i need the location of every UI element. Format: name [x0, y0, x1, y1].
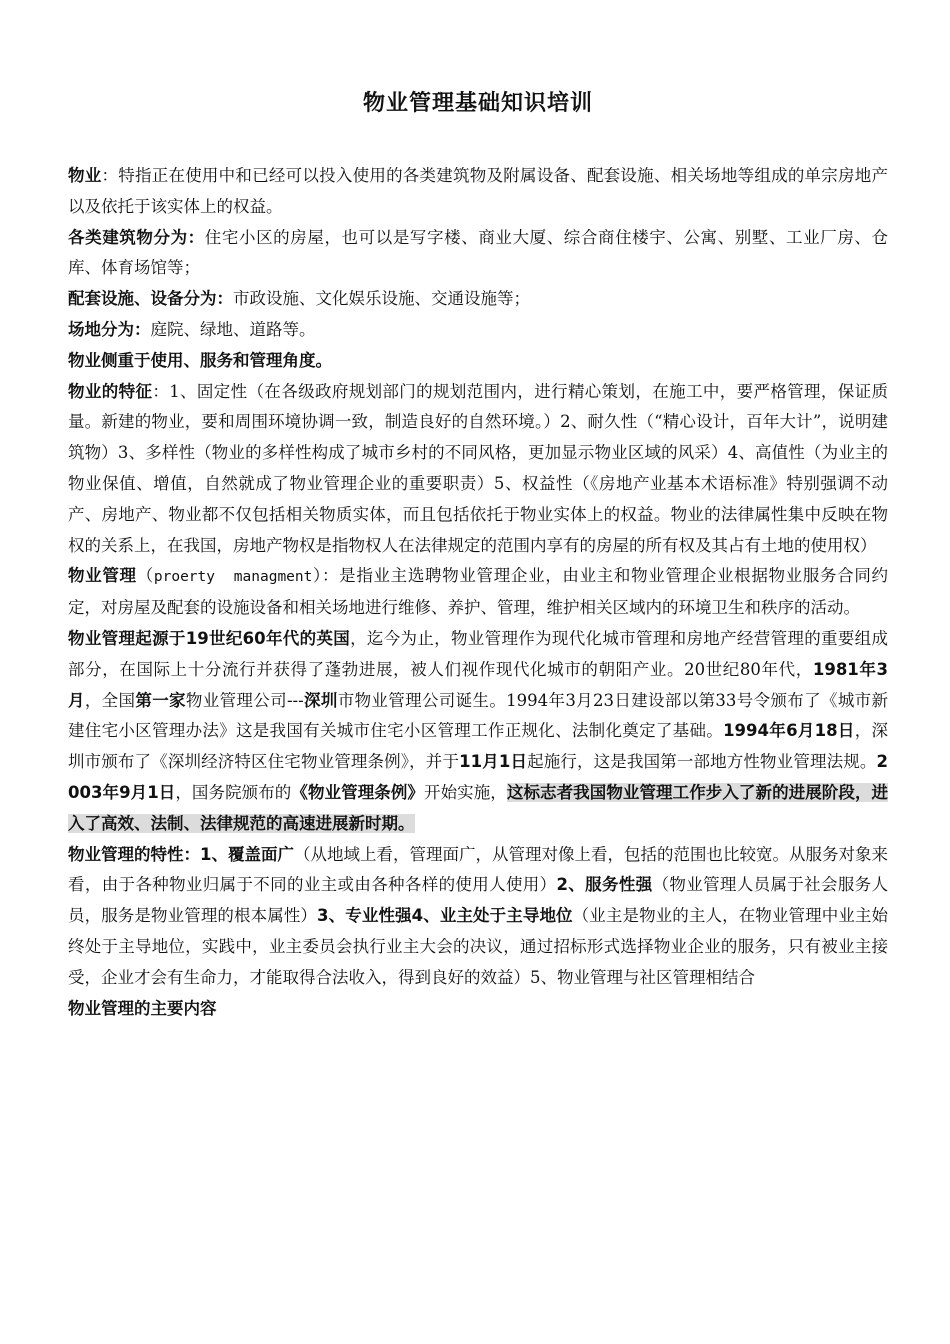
regulation-title: 《物业管理条例》	[291, 782, 424, 802]
characteristics-text: （物业管理人员属于社会服务人员，服务是物业管理的根本属性）	[68, 875, 889, 926]
characteristics-text: （业主是物业的主人，在物业管理中业主始终处于主导地位，实践中，业主委员会执行业主大会的决议，通过招标形式选择物业企业的服务，只有被业主接受，企业才会有生命力，才能取得合法收入，得到良好的效益）5、物业管理与社区管理相结合	[68, 906, 889, 987]
characteristic-item: 4、业主处于主导地位	[411, 906, 573, 926]
term-label: 配套设施、设备分为：	[68, 289, 233, 309]
history-origin: 物业管理起源于19世纪60年代的英国	[68, 628, 351, 648]
characteristics-text: （从地域上看，管理面广，从管理对像上看，包括的范围也比较宽。从服务对象来看，由于各种物业归属于不同的业主或由各种各样的使用人使用）	[68, 844, 889, 895]
paren-close: ）	[312, 566, 322, 586]
history-text: 市物业管理公司诞生。1994年3月23日建设部以第33号令颁布了《城市新建住宅小区管理办法》这是我国有关城市住宅小区管理工作正规化、法制化奠定了基础。	[68, 690, 889, 741]
paragraph-sites	[68, 315, 888, 346]
history-text: ，国务院颁布的	[175, 782, 292, 802]
history-date: 1994年6月18日	[723, 721, 855, 741]
features-text: ：1、固定性（在各级政府规划部门的规划范围内，进行精心策划，在施工中，要严格管理，保证质量。新建的物业，要和周围环境协调一致，制造良好的自然环境。）2、耐久性（“精心设计，百年大计”，说明建筑物）3、多样性（物业的多样性构成了城市乡村的不同风格，更加显示物业区域的风采）4、高值性（为业主的物业保值、增值，自然就成了物业管理企业的重要职责）5、权益性（《房地产业基本术语标准》特别强调不动产、房地产、物业都不仅包括相关物质实体，而且包括依托于物业实体上的权益。物业的法律属性集中反映在物权的关系上，在我国，房地产物权是指物权人在法律规定的范围内享有的房屋的所有权及其占有土地的使用权）	[68, 381, 889, 555]
term-label: 物业	[68, 166, 102, 185]
definition-text: 庭院、绿地、道路等。	[150, 319, 316, 339]
paren-open: （	[136, 566, 154, 586]
history-text: 开始实施，	[424, 782, 507, 802]
highlighted-conclusion: 这标志者我国物业管理工作步入了新的进展阶段，进入了高效、法制、法律规范的高速进展新时期。	[68, 782, 889, 833]
term-label: 场地分为：	[68, 319, 151, 339]
history-text: 起施行，这是我国第一部地方性物业管理法规。	[527, 752, 877, 772]
english-term: proerty managment	[153, 569, 313, 586]
paragraph-history	[68, 624, 888, 840]
definition-text: ：是指业主选聘物业管理企业，由业主和物业管理企业根据物业服务合同约定，对房屋及配套的设施设备和相关场地进行维修、养护、管理，维护相关区域内的环境卫生和秩序的活动。	[68, 566, 889, 618]
statement-text: 物业侧重于使用、服务和管理角度。	[68, 350, 332, 370]
term-label: 各类建筑物分为：	[68, 227, 205, 247]
paragraph-property-features	[68, 377, 888, 562]
history-text: ，深圳市颁布了《深圳经济特区住宅物业管理条例》，并于	[68, 721, 889, 772]
paragraph-property-management-definition	[68, 561, 888, 624]
characteristic-item: 3、专业性强	[317, 906, 412, 926]
history-date: 1981年3月	[68, 659, 888, 710]
history-text: 物业管理公司---	[185, 690, 304, 710]
section-heading: 物业管理的主要内容	[68, 998, 217, 1018]
history-date: 11月1日	[459, 752, 528, 772]
history-city: 深圳	[303, 690, 338, 710]
paragraph-property-definition	[68, 161, 888, 223]
paragraph-building-types	[68, 223, 888, 285]
definition-text: 市政设施、文化娱乐设施、交通设施等；	[233, 289, 530, 309]
definition-text: 住宅小区的房屋，也可以是写字楼、商业大厦、综合商住楼宇、公寓、别墅、工业厂房、仓库、体育场馆等；	[68, 227, 889, 278]
term-label: 物业的特征	[68, 381, 153, 401]
term-label: 物业管理	[68, 566, 137, 586]
document-title: 物业管理基础知识培训	[362, 91, 593, 116]
history-text: ，全国	[84, 690, 136, 710]
characteristics-heading: 物业管理的特性：1、覆盖面广	[68, 844, 294, 864]
paragraph-management-characteristics	[68, 840, 888, 994]
paragraph-facilities	[68, 284, 888, 315]
history-first: 第一家	[135, 690, 186, 710]
separator: ：	[101, 166, 119, 185]
paragraph-main-contents-heading	[68, 994, 888, 1025]
history-date: 2003年9月1日	[68, 752, 888, 802]
definition-text: 特指正在使用中和已经可以投入使用的各类建筑物及附属设备、配套设施、相关场地等组成的单宗房地产以及依托于该实体上的权益。	[68, 166, 889, 216]
paragraph-focus	[68, 346, 888, 377]
characteristic-item: 2、服务性强	[556, 875, 653, 895]
history-text: ，迄今为止，物业管理作为现代化城市管理和房地产经营管理的重要组成部分，在国际上十分流行并获得了蓬勃进展，被人们视作现代化城市的朝阳产业。20世纪80年代，	[68, 628, 888, 679]
